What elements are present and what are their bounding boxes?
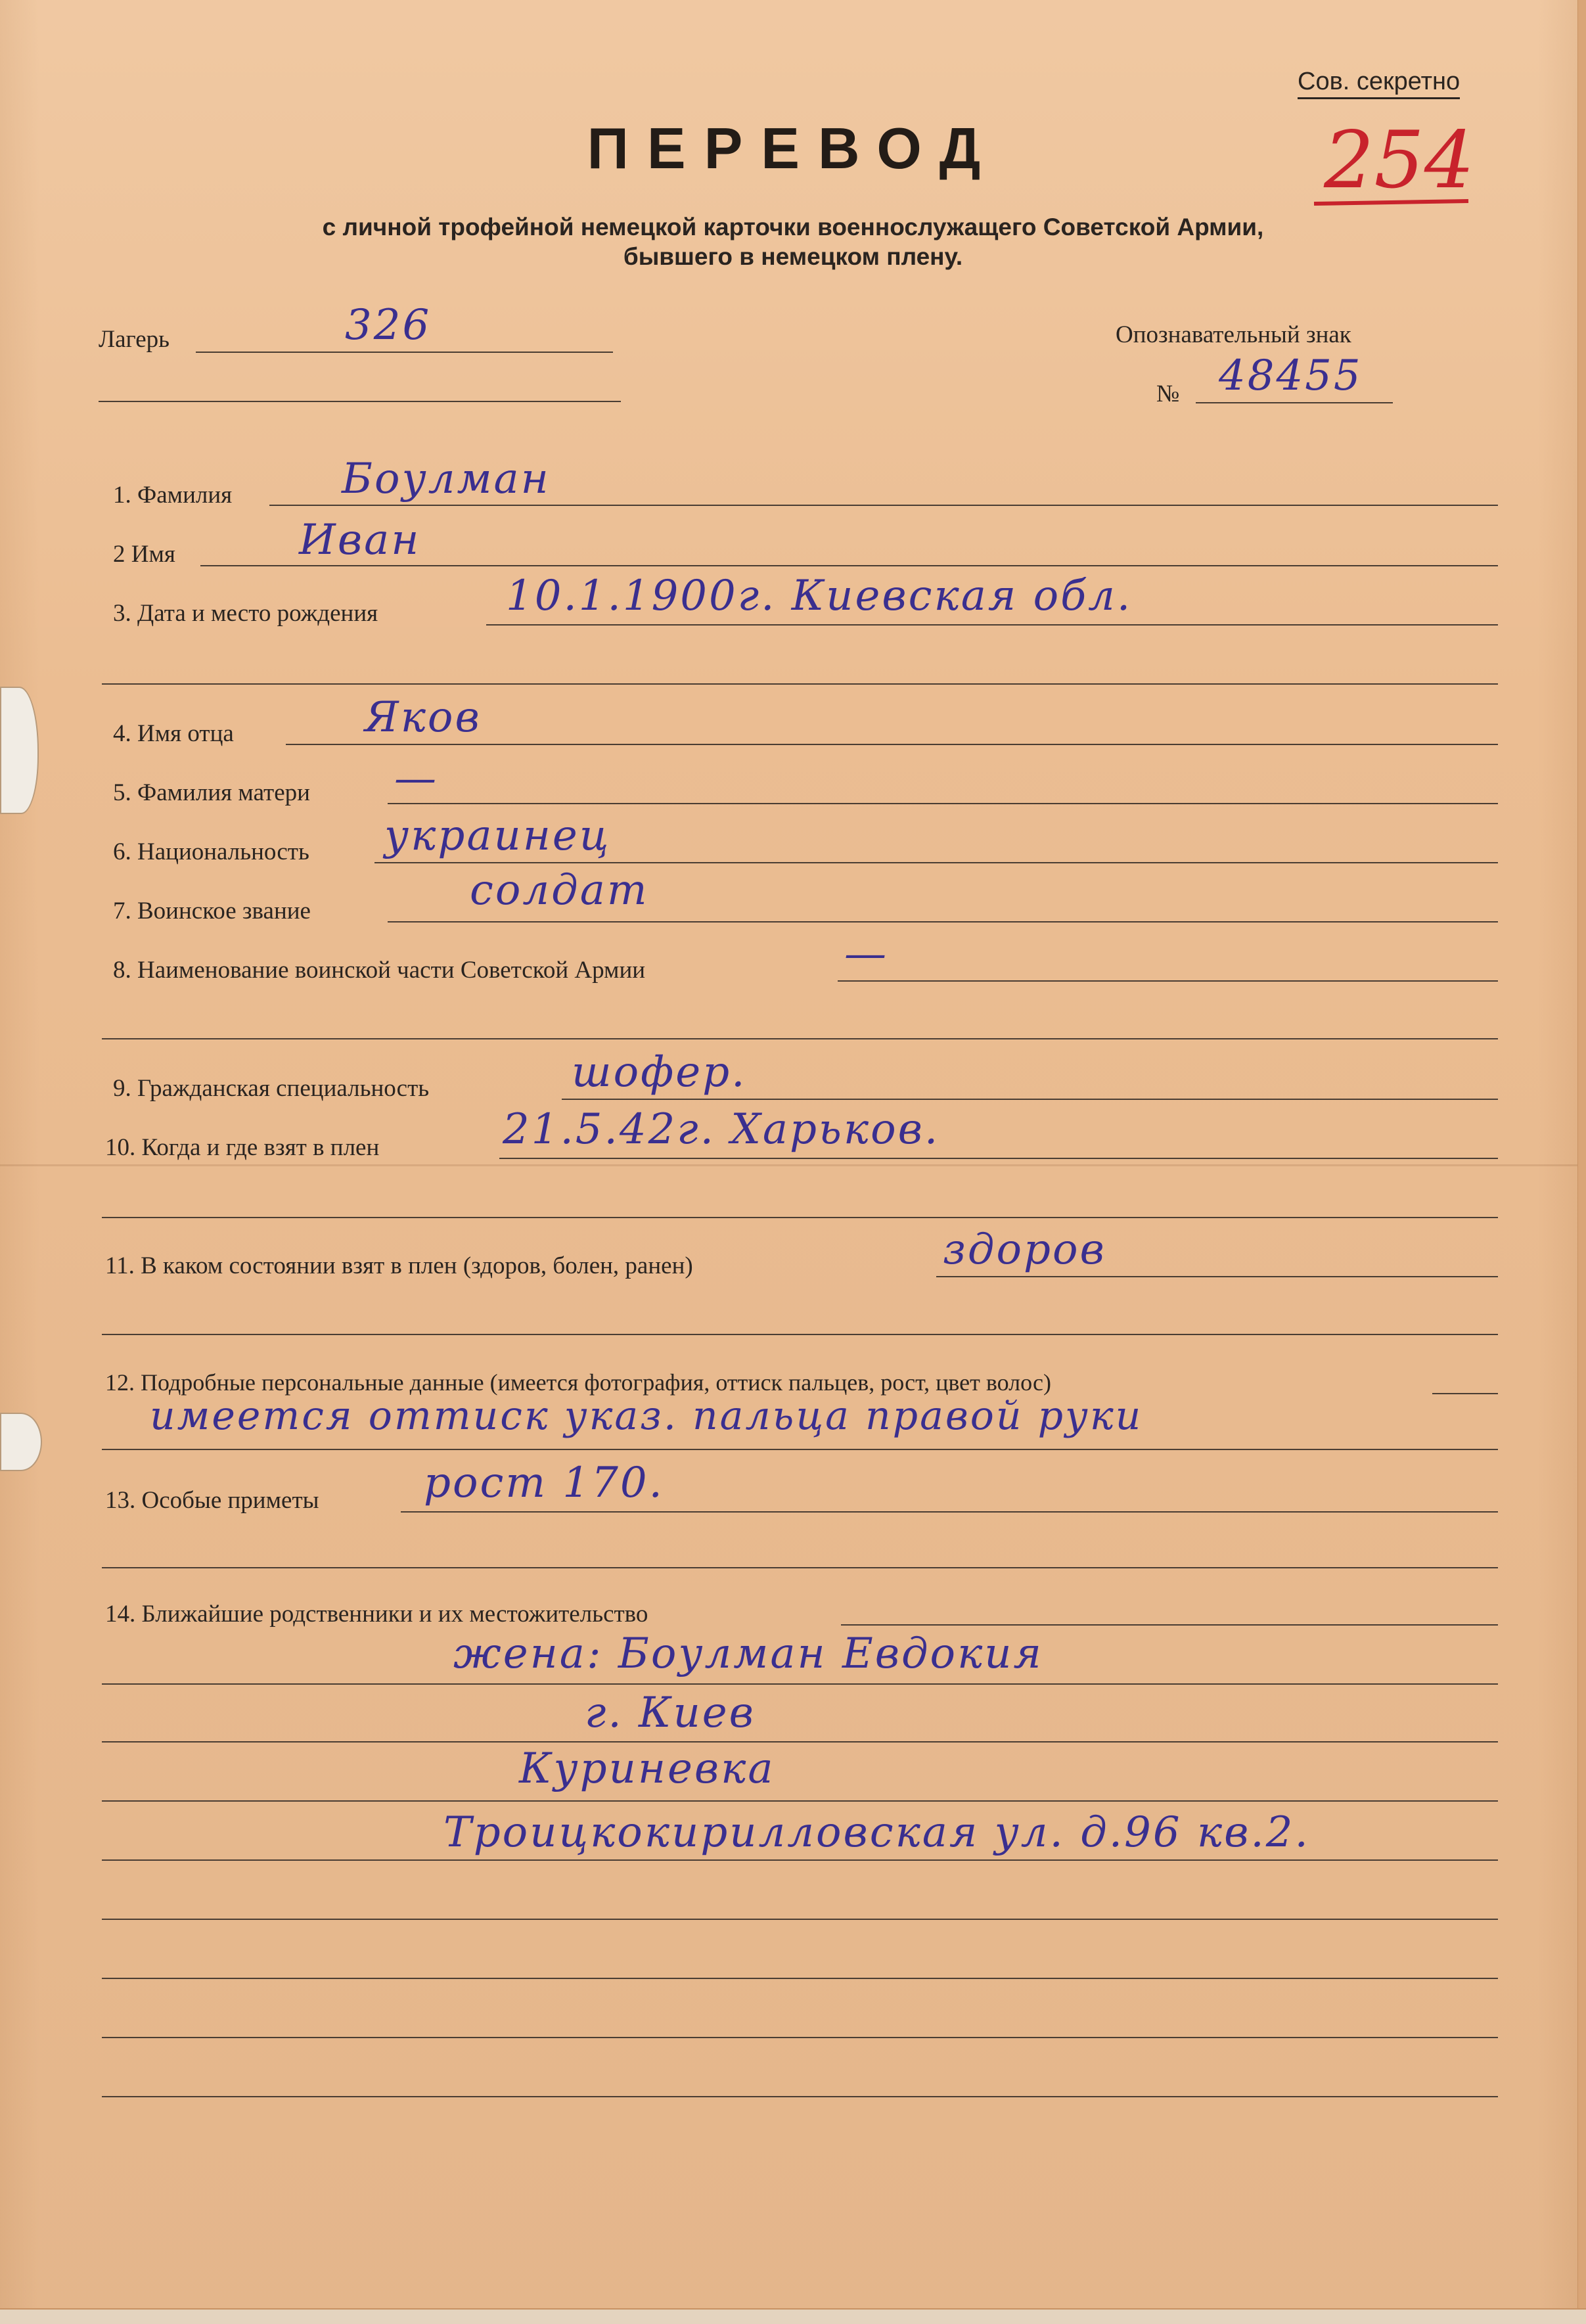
field-label-birth: 3. Дата и место рождения	[113, 600, 378, 627]
field-label-profession: 9. Гражданская специальность	[113, 1075, 430, 1102]
field-label-surname: 1. Фамилия	[113, 482, 233, 509]
field-value-father: Яков	[365, 693, 482, 742]
field-line-continuation	[102, 1978, 1498, 1979]
field-label-unit: 8. Наименование воинской части Советской Армии	[113, 957, 646, 984]
field-label-nationality: 6. Национальность	[113, 838, 309, 865]
field-line-continuation	[102, 1683, 1498, 1685]
field-value-birth: 10.1.1900г. Киевская обл.	[506, 572, 1133, 620]
field-line-continuation	[102, 1567, 1498, 1568]
field-line-continuation	[102, 1919, 1498, 1920]
field-line	[936, 1276, 1498, 1277]
field-line	[1432, 1393, 1498, 1394]
relatives-line-3: Куриневка	[519, 1744, 775, 1793]
field-line	[388, 921, 1498, 923]
id-mark-label: Опознавательный знак	[1116, 321, 1351, 348]
field-value-name: Иван	[299, 516, 421, 564]
field-line	[374, 862, 1498, 863]
field-value-nationality: украинец	[384, 811, 611, 860]
subtitle-line-1: с личной трофейной немецкой карточки военнослужащего Советской Армии,	[322, 214, 1264, 240]
field-label-details: 12. Подробные персональные данные (имеется фотография, оттиск пальцев, рост, цвет волос)	[105, 1369, 1051, 1396]
field-line-continuation	[102, 1334, 1498, 1335]
field-line-continuation	[102, 683, 1498, 685]
field-line	[562, 1099, 1498, 1100]
field-value-surname: Боулман	[342, 455, 551, 503]
field-value-rank: солдат	[470, 866, 649, 915]
field-value-unit: —	[844, 930, 888, 978]
camp-value: 326	[345, 301, 432, 350]
field-label-mother: 5. Фамилия матери	[113, 779, 310, 806]
field-line	[286, 744, 1498, 745]
field-line-continuation	[102, 1741, 1498, 1743]
field-label-rank: 7. Воинское звание	[113, 898, 311, 924]
id-mark-value: 48455	[1219, 352, 1363, 400]
field-label-captured: 10. Когда и где взят в плен	[105, 1134, 380, 1161]
subtitle-line-2: бывшего в немецком плену.	[623, 243, 963, 270]
field-value-captured: 21.5.42г. Харьков.	[503, 1105, 940, 1154]
field-value-features: рост 170.	[424, 1459, 664, 1507]
field-line	[499, 1158, 1498, 1159]
field-line	[486, 624, 1498, 626]
field-line-continuation	[102, 2096, 1498, 2097]
field-value-mother: —	[394, 754, 438, 803]
field-label-relatives: 14. Ближайшие родственники и их местожительство	[105, 1601, 648, 1628]
field-label-name: 2 Имя	[113, 541, 175, 568]
page-edge	[1577, 0, 1586, 2324]
field-label-features: 13. Особые приметы	[105, 1487, 319, 1514]
field-label-father: 4. Имя отца	[113, 720, 234, 747]
camp-label: Лагерь	[99, 326, 170, 353]
field-line-continuation	[102, 2037, 1498, 2038]
field-line-continuation	[102, 1800, 1498, 1802]
field-line	[401, 1511, 1498, 1513]
field-line-continuation	[102, 1038, 1498, 1039]
camp-line-2	[99, 401, 621, 402]
torn-hole-lower	[0, 1413, 42, 1471]
relatives-line-2: г. Киев	[585, 1689, 756, 1737]
id-mark-number-sign: №	[1156, 380, 1180, 407]
torn-hole-upper	[0, 687, 39, 814]
page-edge-bottom	[0, 2308, 1586, 2324]
field-line-continuation	[102, 1859, 1498, 1861]
document-title: ПЕРЕВОД	[587, 116, 999, 181]
field-label-condition: 11. В каком состоянии взят в плен (здоров, болен, ранен)	[105, 1252, 693, 1279]
field-value-details: имеется оттиск указ. пальца правой руки	[150, 1393, 1143, 1439]
id-mark-line	[1196, 402, 1393, 403]
field-line	[269, 505, 1498, 506]
red-document-number: 254	[1324, 115, 1475, 206]
paper-fold	[0, 1164, 1586, 1166]
camp-line	[196, 352, 613, 353]
field-value-condition: здоров	[943, 1225, 1106, 1274]
field-line	[388, 803, 1498, 804]
field-line	[838, 980, 1498, 982]
field-line	[200, 565, 1498, 566]
field-line-continuation	[102, 1217, 1498, 1218]
field-line-continuation	[102, 1449, 1498, 1450]
field-line	[841, 1624, 1498, 1626]
relatives-line-1: жена: Боулман Евдокия	[453, 1629, 1043, 1678]
secrecy-label: Сов. секретно	[1298, 68, 1460, 99]
field-value-profession: шофер.	[572, 1048, 747, 1097]
relatives-line-4: Троицкокирилловская ул. д.96 кв.2.	[443, 1808, 1310, 1857]
